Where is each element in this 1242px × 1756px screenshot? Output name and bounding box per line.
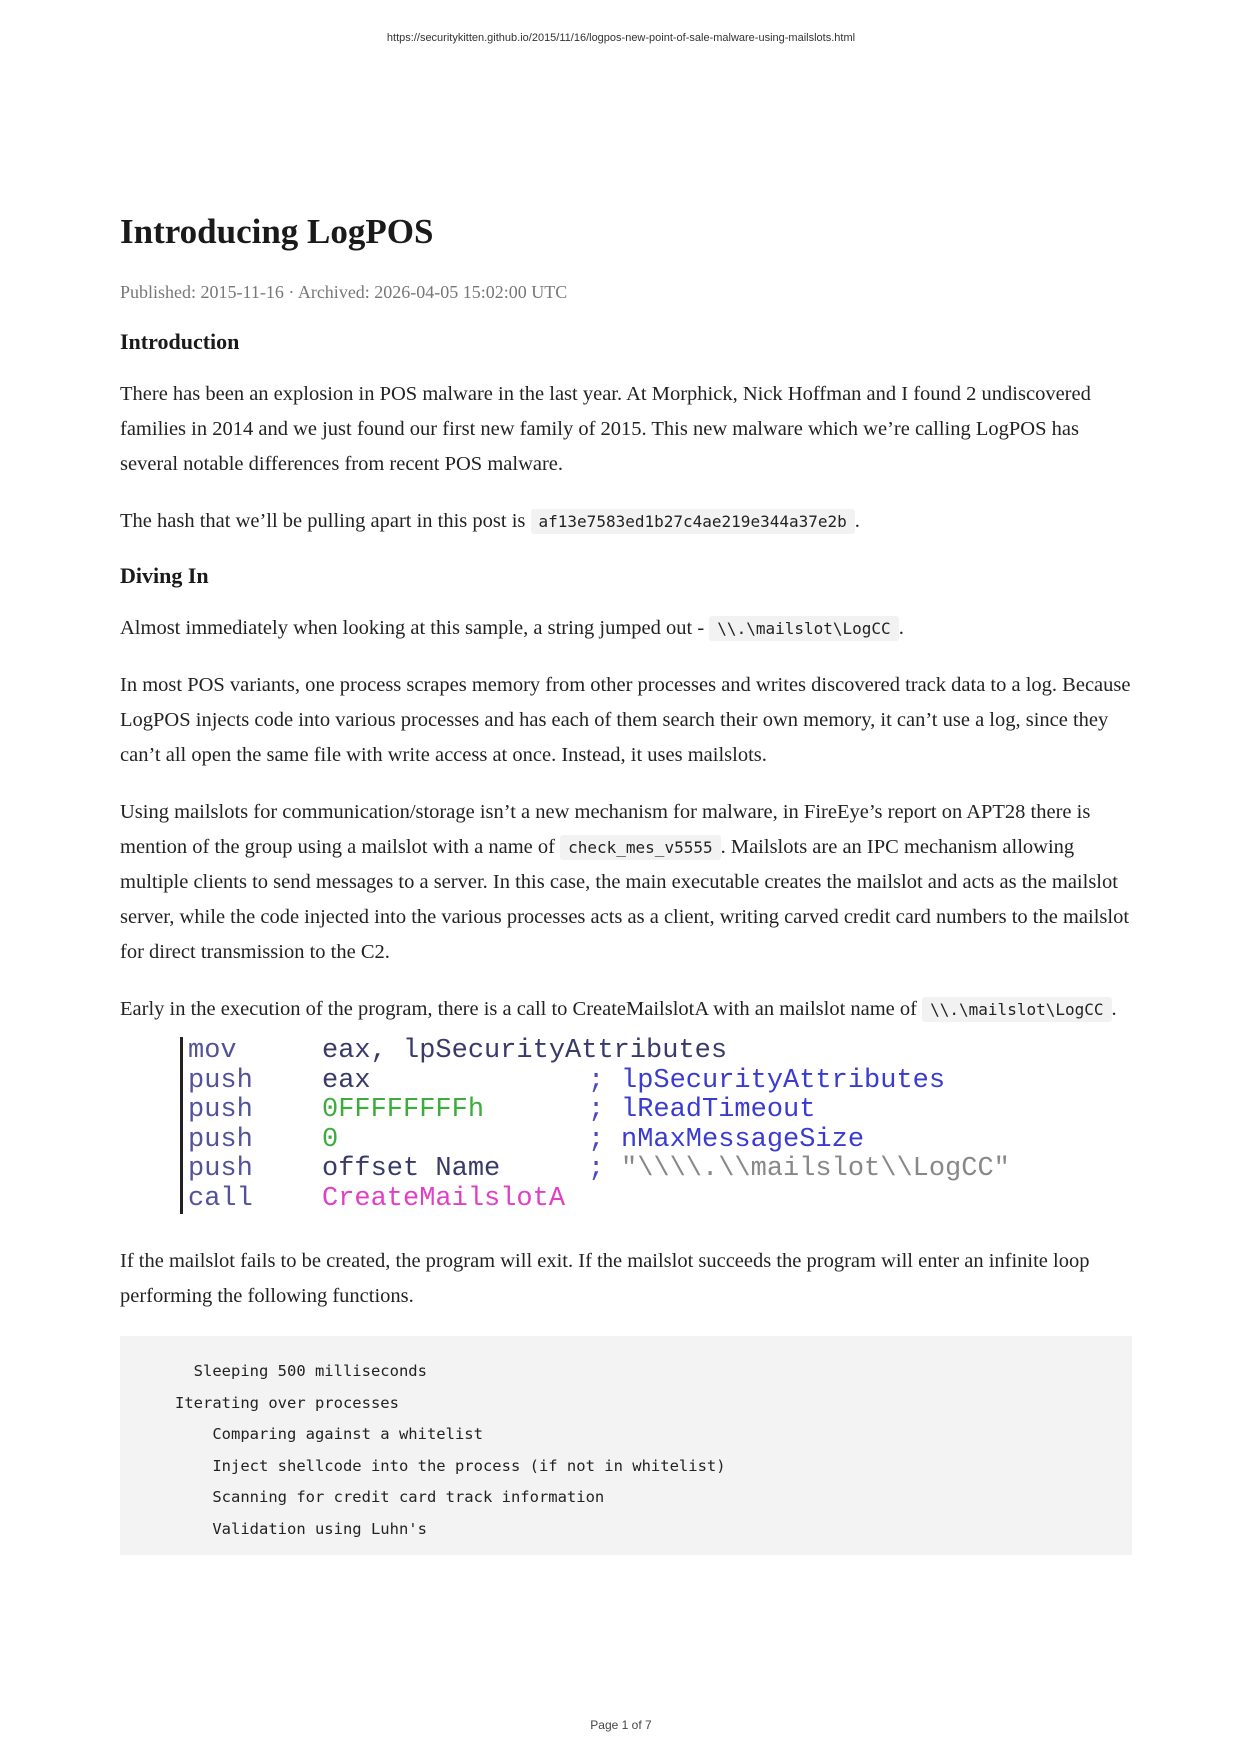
mailslot-code: \\.\mailslot\LogCC	[709, 616, 898, 641]
create-mailslot-code: \\.\mailslot\LogCC	[922, 997, 1111, 1022]
mailslot-text: Almost immediately when looking at this sample, a string jumped out -	[120, 617, 710, 639]
apt28-text-end: . Mailslots are an IPC mechanism allowing multiple clients to send messages to a server. In this case, the main executable creates the mailslot and acts as the mailslot server, while the code injected into the various processes acts as a client, writing carved credit card numbers to the mailslot for direct transmission to the C2.	[120, 836, 1130, 963]
asm-comment: "\\\\.\\mailslot\\LogCC"	[621, 1154, 1010, 1184]
apt28-code: check_mes_v5555	[560, 835, 721, 860]
asm-comment: nMaxMessageSize	[621, 1124, 865, 1155]
infinite-loop-paragraph: If the mailslot fails to be created, the program will exit. If the mailslot succeeds the program will enter an infinite loop performing the following functions.	[120, 1250, 1090, 1307]
asm-operand: 0FFFFFFFFh	[322, 1095, 485, 1125]
asm-opcode: mov	[188, 1036, 237, 1066]
article	[120, 210, 1132, 1555]
apt28-paragraph	[120, 795, 1132, 970]
heading-introduction: Introduction	[120, 329, 240, 354]
create-mailslot-text-end: .	[1111, 998, 1117, 1020]
asm-comment: lReadTimeout	[621, 1095, 816, 1125]
hash-paragraph	[120, 504, 1132, 539]
asm-semicolon: ;	[588, 1124, 605, 1155]
asm-operand: eax, lpSecurityAttributes	[322, 1036, 728, 1066]
asm-line	[188, 1037, 1058, 1067]
asm-semicolon: ;	[588, 1095, 605, 1125]
functions-code-block: Sleeping 500 milliseconds Iterating over processes Comparing against a whitelist Inject shellcode into the process (if not in whitelist) Scanning for credit card track information Validation using Luhn's	[120, 1336, 1132, 1555]
mailslot-text-end: .	[898, 617, 904, 639]
page-footer: Page 1 of 7	[590, 1718, 652, 1732]
hash-code: af13e7583ed1b27c4ae219e344a37e2b	[531, 509, 855, 534]
create-mailslot-paragraph	[120, 992, 1132, 1027]
asm-line	[188, 1185, 1058, 1215]
page-url-header: https://securitykitten.github.io/2015/11/16/logpos-new-point-of-sale-malware-using-mailslots.html	[386, 32, 856, 44]
asm-opcode: push	[188, 1124, 253, 1155]
asm-line	[188, 1096, 1058, 1126]
publish-meta: Published: 2015-11-16 · Archived: 2026-04-05 15:02:00 UTC	[120, 282, 568, 302]
asm-opcode: push	[188, 1065, 253, 1096]
assembly-screenshot	[180, 1037, 1058, 1214]
create-mailslot-text: Early in the execution of the program, there is a call to CreateMailslotA with an mailslot name of	[120, 998, 923, 1020]
asm-opcode: push	[188, 1095, 253, 1125]
asm-operand: eax	[322, 1065, 371, 1096]
asm-line	[188, 1126, 1058, 1156]
asm-semicolon: ;	[588, 1154, 605, 1184]
intro-paragraph: There has been an explosion in POS malware in the last year. At Morphick, Nick Hoffman and I found 2 undiscovered families in 2014 and we just found our first new family of 2015. This new malware which we’re calling LogPOS has several notable differences from recent POS malware.	[120, 383, 1091, 475]
hash-text: The hash that we’ll be pulling apart in this post is	[120, 510, 531, 532]
asm-operand: CreateMailslotA	[322, 1183, 566, 1214]
hash-text-end: .	[854, 510, 860, 532]
asm-line	[188, 1155, 1058, 1185]
apt28-text: Using mailslots for communication/storage isn’t a new mechanism for malware, in FireEye’s report on APT28 there is mention of the group using a mailslot with a name of	[120, 801, 1091, 858]
asm-opcode: push	[188, 1154, 253, 1184]
mailslot-paragraph	[120, 611, 1132, 646]
page-title: Introducing LogPOS	[120, 212, 434, 251]
asm-opcode: call	[188, 1183, 253, 1214]
asm-operand: offset Name	[322, 1154, 501, 1184]
asm-operand: 0	[322, 1124, 339, 1155]
pos-paragraph: In most POS variants, one process scrapes memory from other processes and writes discovered track data to a log. Because LogPOS injects code into various processes and has each of them search their own memory, it can’t use a log, since they can’t all open the same file with write access at once. Instead, it uses mailslots.	[120, 674, 1131, 766]
asm-semicolon: ;	[588, 1065, 605, 1096]
asm-line	[188, 1067, 1058, 1097]
asm-comment: lpSecurityAttributes	[621, 1065, 946, 1096]
heading-diving-in: Diving In	[120, 563, 209, 588]
